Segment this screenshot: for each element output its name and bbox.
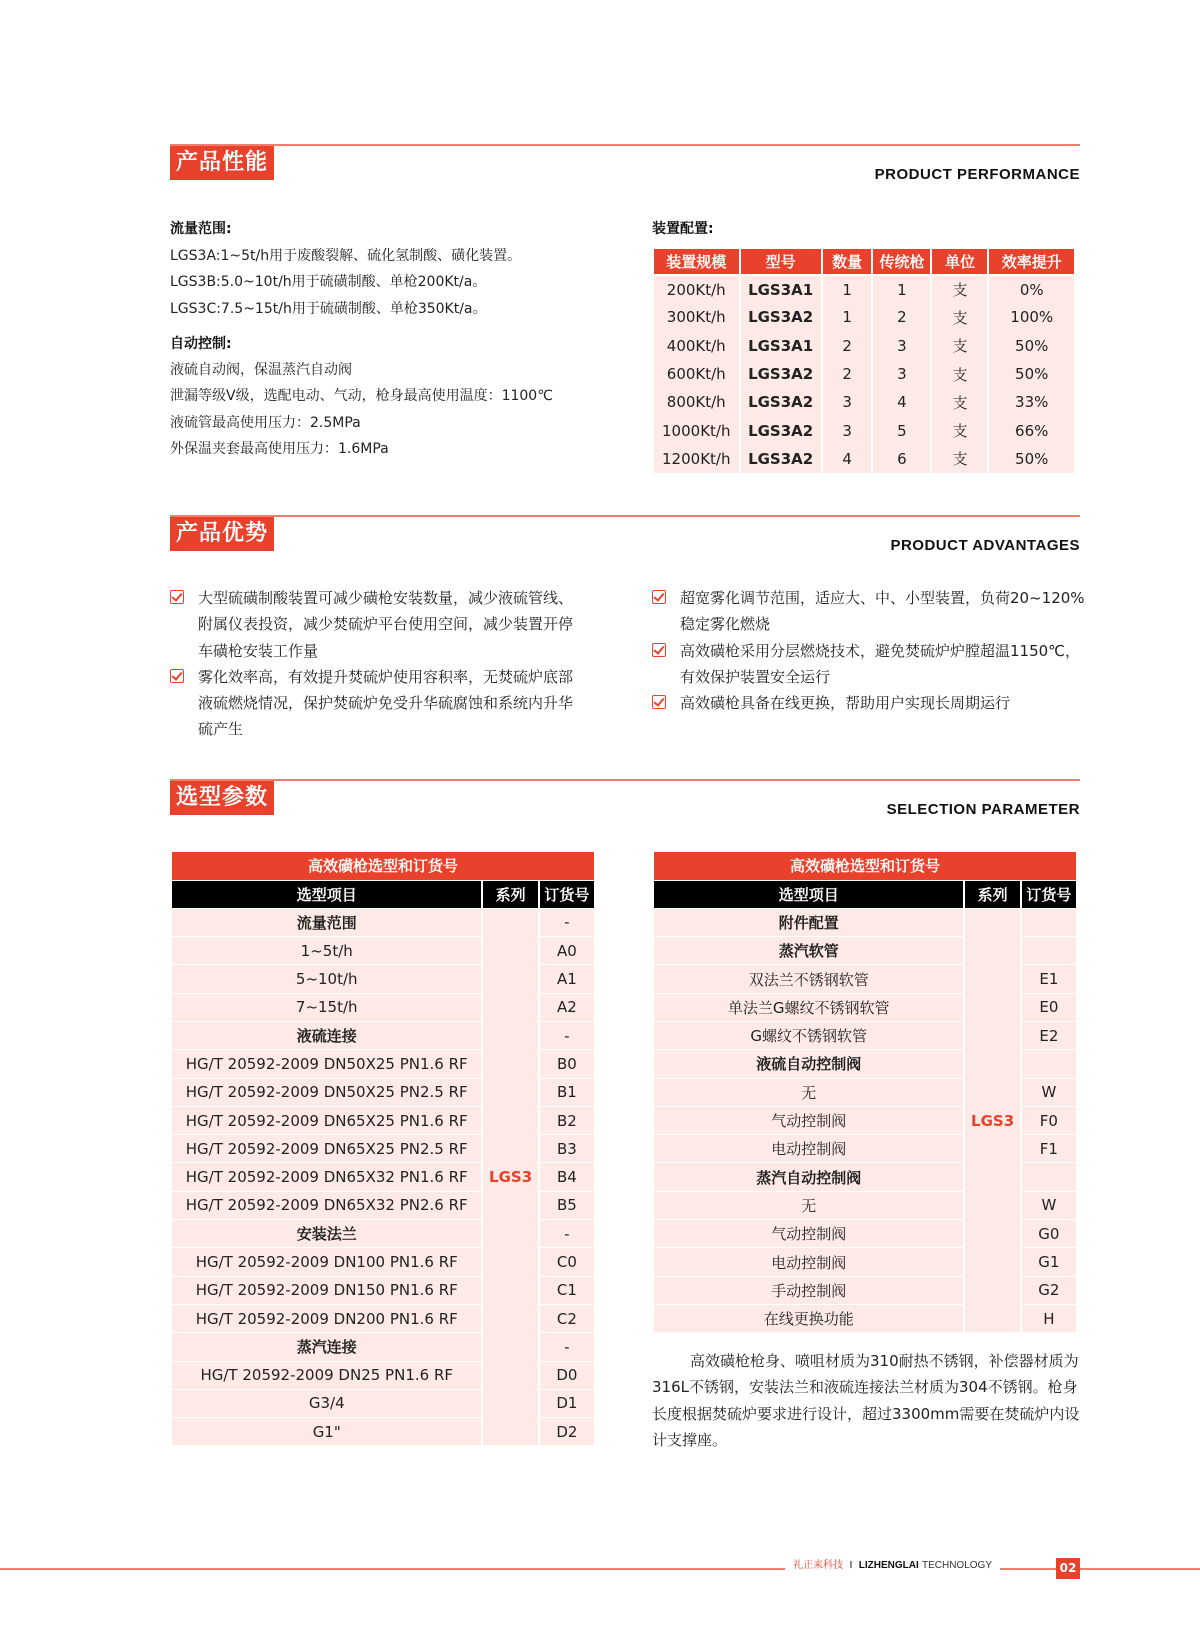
selection-item: 单法兰G螺纹不锈钢软管 <box>653 993 964 1021</box>
selection-item: 7~15t/h <box>171 993 482 1021</box>
selection-item: 气动控制阀 <box>653 1106 964 1134</box>
advantage-item <box>652 638 1092 691</box>
advantage-line: 液硫燃烧情况，保护焚硫炉免受升华硫腐蚀和系统内升华 <box>198 694 574 713</box>
advantage-line: 硫产生 <box>198 720 244 739</box>
config-cell: 6 <box>872 445 931 473</box>
selection-item: 安装法兰 <box>171 1220 482 1248</box>
advantage-line: 有效保护装置安全运行 <box>680 667 831 686</box>
config-cell: LGS3A2 <box>740 416 822 444</box>
advantages-right-list <box>652 585 1092 716</box>
config-cell: 4 <box>822 445 873 473</box>
advantage-item <box>170 585 610 664</box>
selection-item: HG/T 20592-2009 DN200 PN1.6 RF <box>171 1304 482 1332</box>
order-code: F1 <box>1021 1135 1077 1163</box>
section-en-performance: PRODUCT PERFORMANCE <box>874 166 1080 183</box>
order-code: G2 <box>1021 1276 1077 1304</box>
advantages-left-list <box>170 585 610 743</box>
selection-item: G1" <box>171 1418 482 1446</box>
control-line: 液硫管最高使用压力：2.5MPa <box>170 414 361 431</box>
selection-item: 双法兰不锈钢软管 <box>653 965 964 993</box>
config-cell: 支 <box>931 416 988 444</box>
order-code: G0 <box>1021 1220 1077 1248</box>
advantage-line: 大型硫磺制酸装置可减少磺枪安装数量，减少液硫管线、 <box>198 589 574 607</box>
config-cell: 2 <box>822 360 873 388</box>
config-column-header: 传统枪 <box>872 248 931 275</box>
order-code: - <box>539 1021 595 1049</box>
order-code: B5 <box>539 1191 595 1219</box>
config-cell: 2 <box>822 332 873 360</box>
section-en-advantages: PRODUCT ADVANTAGES <box>890 537 1080 554</box>
order-code <box>1021 937 1077 965</box>
order-code: B2 <box>539 1106 595 1134</box>
selection-item: HG/T 20592-2009 DN50X25 PN1.6 RF <box>171 1050 482 1078</box>
footer-brand-en: LIZHENGLAI <box>858 1560 919 1571</box>
material-note: 高效磺枪枪身、喷咀材质为310耐热不锈钢，补偿器材质为316L不锈钢，安装法兰和液硫连接法兰材质为304不锈钢。枪身长度根据焚硫炉要求进行设计，超过3300mm需要在焚硫炉内设计支撑座。 <box>652 1352 1080 1449</box>
config-cell: 300Kt/h <box>653 303 740 331</box>
advantage-line: 车磺枪安装工作量 <box>198 641 319 660</box>
config-cell: 支 <box>931 332 988 360</box>
config-cell: LGS3A2 <box>740 445 822 473</box>
selection-item: G3/4 <box>171 1389 482 1417</box>
control-line: 泄漏等级V级，选配电动、气动，枪身最高使用温度：1100℃ <box>170 388 553 405</box>
advantage-item <box>652 585 1092 638</box>
section-title-advantages: 产品优势 <box>170 517 274 551</box>
order-code: A1 <box>539 965 595 993</box>
selection-row <box>653 908 1077 936</box>
config-row <box>653 445 1075 473</box>
order-code: E0 <box>1021 993 1077 1021</box>
selection-item: 蒸汽软管 <box>653 937 964 965</box>
selection-item: HG/T 20592-2009 DN50X25 PN2.5 RF <box>171 1078 482 1106</box>
config-row <box>653 275 1075 303</box>
section-title-performance: 产品性能 <box>170 146 274 180</box>
config-cell: 支 <box>931 445 988 473</box>
selection-item: 液硫自动控制阀 <box>653 1050 964 1078</box>
selection-caption-row <box>653 852 1077 880</box>
config-cell: 4 <box>872 388 931 416</box>
order-code: C0 <box>539 1248 595 1276</box>
advantage-item <box>170 664 610 743</box>
advantage-line: 高效磺枪采用分层燃烧技术，避免焚硫炉炉膛超温1150℃， <box>680 641 1081 660</box>
section-rule-performance <box>170 144 1080 146</box>
selection-caption-row <box>171 852 595 880</box>
flow-range-heading: 流量范围: <box>170 221 232 237</box>
order-code <box>1021 908 1077 936</box>
config-column-header: 装置规模 <box>653 248 740 275</box>
selection-item: HG/T 20592-2009 DN150 PN1.6 RF <box>171 1276 482 1304</box>
selection-caption: 高效磺枪选型和订货号 <box>653 852 1077 880</box>
selection-item: 蒸汽自动控制阀 <box>653 1163 964 1191</box>
control-line: 外保温夹套最高使用压力：1.6MPa <box>170 440 389 457</box>
config-cell: 3 <box>872 332 931 360</box>
config-cell: LGS3A1 <box>740 332 822 360</box>
checkbox-icon <box>652 590 666 604</box>
selection-item: 无 <box>653 1191 964 1219</box>
config-cell: 3 <box>822 416 873 444</box>
selection-item: HG/T 20592-2009 DN65X32 PN1.6 RF <box>171 1163 482 1191</box>
control-line: 液硫自动阀，保温蒸汽自动阀 <box>170 362 352 378</box>
order-code: - <box>539 908 595 936</box>
config-row <box>653 303 1075 331</box>
advantage-item <box>652 690 1092 716</box>
config-cell: 支 <box>931 388 988 416</box>
config-cell: 1000Kt/h <box>653 416 740 444</box>
checkbox-icon <box>170 669 184 683</box>
footer-brand <box>785 1556 1000 1571</box>
order-code: B1 <box>539 1078 595 1106</box>
order-code: C2 <box>539 1304 595 1332</box>
order-code: B3 <box>539 1135 595 1163</box>
selection-item: 气动控制阀 <box>653 1220 964 1248</box>
order-code: - <box>539 1333 595 1361</box>
selection-item: 5~10t/h <box>171 965 482 993</box>
checkbox-icon <box>652 643 666 657</box>
section-rule-selection <box>170 779 1080 781</box>
flow-range-lines <box>170 243 521 322</box>
advantage-line: 高效磺枪具备在线更换，帮助用户实现长周期运行 <box>680 694 1011 713</box>
selection-item: 手动控制阀 <box>653 1276 964 1304</box>
config-column-header: 型号 <box>740 248 822 275</box>
config-row <box>653 360 1075 388</box>
order-code: D2 <box>539 1418 595 1446</box>
selection-item: HG/T 20592-2009 DN65X32 PN2.6 RF <box>171 1191 482 1219</box>
footer-separator: I <box>849 1560 853 1571</box>
selection-header-row <box>171 880 595 908</box>
advantage-line: 超宽雾化调节范围，适应大、中、小型装置，负荷20~120% <box>680 589 1085 607</box>
config-cell: 1200Kt/h <box>653 445 740 473</box>
section-rule-advantages <box>170 515 1080 517</box>
config-cell: 50% <box>988 360 1075 388</box>
checkbox-icon <box>652 695 666 709</box>
auto-control-heading: 自动控制: <box>170 336 232 352</box>
config-row <box>653 332 1075 360</box>
config-cell: 600Kt/h <box>653 360 740 388</box>
page-number: 02 <box>1056 1558 1080 1579</box>
config-cell: 50% <box>988 445 1075 473</box>
selection-item: HG/T 20592-2009 DN65X25 PN2.5 RF <box>171 1135 482 1163</box>
footer-brand-cn: 礼正来科技 <box>793 1560 844 1571</box>
order-code: A2 <box>539 993 595 1021</box>
selection-item: 1~5t/h <box>171 937 482 965</box>
config-row <box>653 416 1075 444</box>
order-code: C1 <box>539 1276 595 1304</box>
config-cell: 1 <box>822 303 873 331</box>
selection-item: 蒸汽连接 <box>171 1333 482 1361</box>
order-code: B0 <box>539 1050 595 1078</box>
config-cell: 0% <box>988 275 1075 303</box>
selection-item: 附件配置 <box>653 908 964 936</box>
config-cell: 1 <box>822 275 873 303</box>
selection-item: 流量范围 <box>171 908 482 936</box>
order-code <box>1021 1163 1077 1191</box>
selection-item: 液硫连接 <box>171 1021 482 1049</box>
order-code: A0 <box>539 937 595 965</box>
config-cell: 33% <box>988 388 1075 416</box>
config-cell: LGS3A2 <box>740 360 822 388</box>
config-cell: 支 <box>931 275 988 303</box>
checkbox-icon <box>170 590 184 604</box>
section-en-selection: SELECTION PARAMETER <box>886 801 1080 818</box>
order-code: W <box>1021 1191 1077 1219</box>
order-code: W <box>1021 1078 1077 1106</box>
flow-line: LGS3B:5.0~10t/h用于硫磺制酸、单枪200Kt/a。 <box>170 274 487 291</box>
config-cell: 支 <box>931 360 988 388</box>
auto-control-lines <box>170 357 553 462</box>
header-item: 选型项目 <box>653 880 964 908</box>
selection-item: HG/T 20592-2009 DN65X25 PN1.6 RF <box>171 1106 482 1134</box>
series-code: LGS3 <box>482 908 538 1446</box>
config-table <box>652 247 1076 473</box>
order-code: E2 <box>1021 1021 1077 1049</box>
config-cell: LGS3A2 <box>740 388 822 416</box>
config-heading: 装置配置: <box>652 221 714 237</box>
config-cell: 3 <box>822 388 873 416</box>
section-title-selection: 选型参数 <box>170 781 274 815</box>
config-cell: LGS3A1 <box>740 275 822 303</box>
footer-rule <box>0 1568 1200 1570</box>
selection-table-left <box>170 852 596 1446</box>
config-cell: 200Kt/h <box>653 275 740 303</box>
order-code: D1 <box>539 1389 595 1417</box>
advantage-line: 附属仪表投资，减少焚硫炉平台使用空间，减少装置开停 <box>198 615 574 634</box>
config-cell: 2 <box>872 303 931 331</box>
header-code: 订货号 <box>539 880 595 908</box>
selection-item: 无 <box>653 1078 964 1106</box>
config-cell: 3 <box>872 360 931 388</box>
header-series: 系列 <box>964 880 1020 908</box>
config-cell: 1 <box>872 275 931 303</box>
selection-item: 在线更换功能 <box>653 1304 964 1332</box>
config-cell: LGS3A2 <box>740 303 822 331</box>
header-item: 选型项目 <box>171 880 482 908</box>
selection-item: 电动控制阀 <box>653 1248 964 1276</box>
flow-line: LGS3A:1~5t/h用于废酸裂解、硫化氢制酸、磺化装置。 <box>170 248 522 264</box>
config-column-header: 数量 <box>822 248 873 275</box>
selection-table-right <box>652 852 1078 1333</box>
selection-header-row <box>653 880 1077 908</box>
advantage-line: 雾化效率高，有效提升焚硫炉使用容积率，无焚硫炉底部 <box>198 667 574 686</box>
config-cell: 100% <box>988 303 1075 331</box>
config-cell: 400Kt/h <box>653 332 740 360</box>
config-row <box>653 388 1075 416</box>
config-column-header: 单位 <box>931 248 988 275</box>
order-code: F0 <box>1021 1106 1077 1134</box>
config-cell: 5 <box>872 416 931 444</box>
selection-row <box>171 908 595 936</box>
footer-tech: TECHNOLOGY <box>921 1560 992 1571</box>
order-code: B4 <box>539 1163 595 1191</box>
selection-caption: 高效磺枪选型和订货号 <box>171 852 595 880</box>
advantage-line: 稳定雾化燃烧 <box>680 615 771 634</box>
order-code: G1 <box>1021 1248 1077 1276</box>
selection-item: G螺纹不锈钢软管 <box>653 1021 964 1049</box>
flow-line: LGS3C:7.5~15t/h用于硫磺制酸、单枪350Kt/a。 <box>170 300 487 317</box>
order-code: H <box>1021 1304 1077 1332</box>
order-code: D0 <box>539 1361 595 1389</box>
config-cell: 66% <box>988 416 1075 444</box>
order-code <box>1021 1050 1077 1078</box>
header-series: 系列 <box>482 880 538 908</box>
selection-item: HG/T 20592-2009 DN25 PN1.6 RF <box>171 1361 482 1389</box>
config-cell: 支 <box>931 303 988 331</box>
config-column-header: 效率提升 <box>988 248 1075 275</box>
selection-item: 电动控制阀 <box>653 1135 964 1163</box>
config-cell: 800Kt/h <box>653 388 740 416</box>
order-code: E1 <box>1021 965 1077 993</box>
order-code: - <box>539 1220 595 1248</box>
series-code: LGS3 <box>964 908 1020 1332</box>
selection-item: HG/T 20592-2009 DN100 PN1.6 RF <box>171 1248 482 1276</box>
header-code: 订货号 <box>1021 880 1077 908</box>
config-cell: 50% <box>988 332 1075 360</box>
